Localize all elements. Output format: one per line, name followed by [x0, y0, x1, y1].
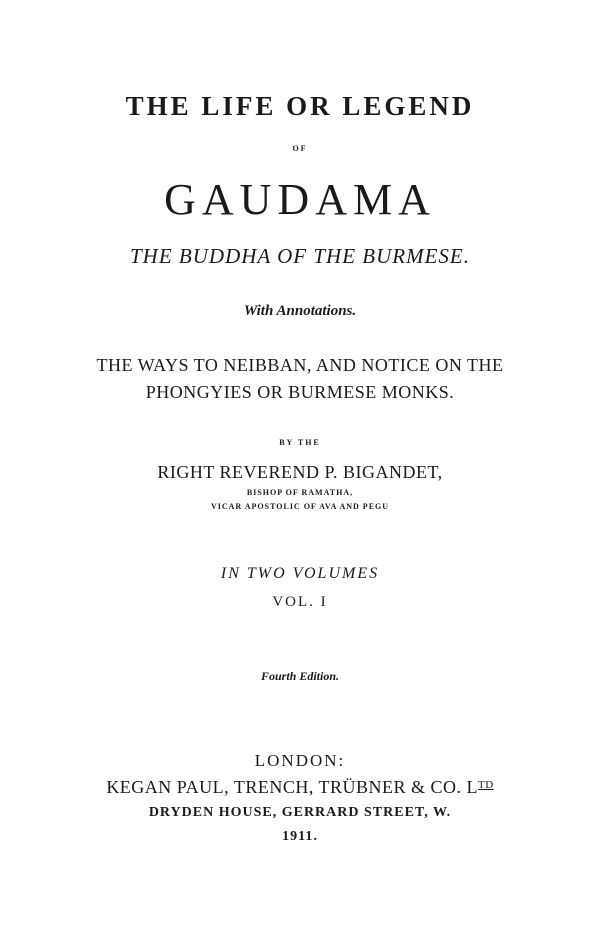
subtitle: THE BUDDHA OF THE BURMESE. — [130, 244, 470, 268]
by-the: BY THE — [279, 438, 321, 447]
volumes-note: IN TWO VOLUMES — [220, 565, 380, 582]
publisher-name: KEGAN PAUL, TRENCH, TRÜBNER & CO. L — [106, 777, 479, 797]
edition-note: Fourth Edition. — [260, 669, 340, 683]
author-title-2: VICAR APOSTOLIC OF AVA AND PEGU — [210, 502, 390, 511]
publisher — [0, 778, 600, 796]
publisher-suffix: TD — [478, 779, 494, 791]
description-line-2: PHONGYIES OR BURMESE MONKS. — [145, 382, 455, 402]
author-name: RIGHT REVEREND P. BIGANDET, — [157, 462, 443, 482]
volume-number: VOL. I — [272, 594, 328, 610]
title-of: OF — [292, 144, 308, 153]
description-line-1: THE WAYS TO NEIBBAN, AND NOTICE ON THE — [96, 355, 504, 375]
publication-place: LONDON: — [254, 751, 346, 770]
annotations-note: With Annotations. — [243, 303, 357, 319]
title-line-1: THE LIFE OR LEGEND — [125, 91, 475, 121]
main-title: GAUDAMA — [164, 175, 436, 224]
publication-year: 1911. — [282, 829, 318, 844]
publisher-address: DRYDEN HOUSE, GERRARD STREET, W. — [148, 805, 452, 820]
author-title-1: BISHOP OF RAMATHA, — [246, 488, 354, 497]
